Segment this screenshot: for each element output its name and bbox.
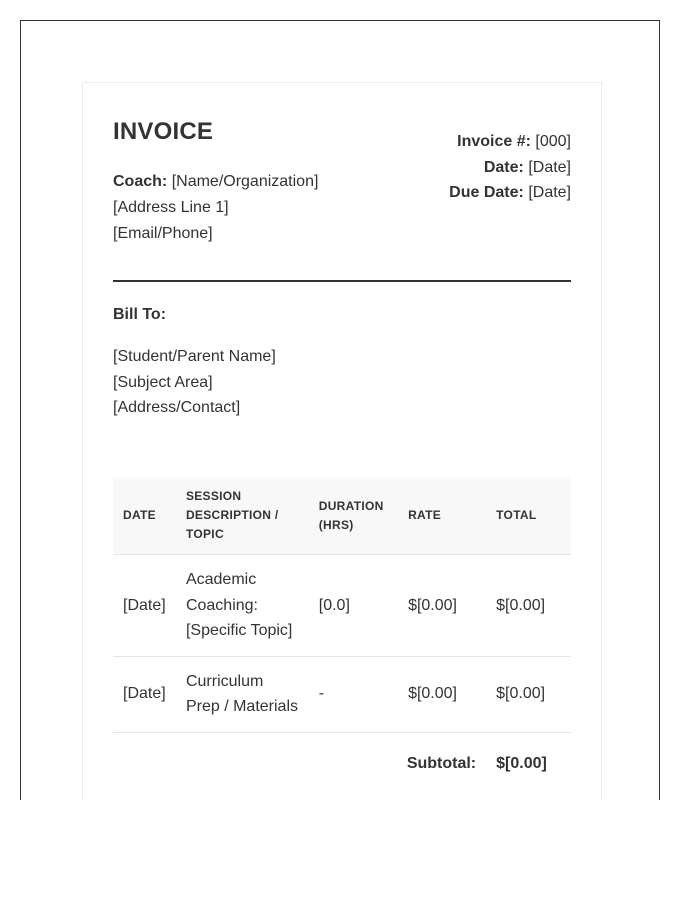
row-date: [Date] bbox=[113, 656, 176, 732]
table-row bbox=[113, 555, 571, 657]
row-date: [Date] bbox=[113, 555, 176, 657]
coach-label: Coach: bbox=[113, 173, 168, 190]
due-date: [Date] bbox=[528, 184, 571, 201]
invoice-date: [Date] bbox=[528, 158, 571, 176]
bill-to-contact: [Address/Contact] bbox=[113, 399, 241, 416]
invoice-number-line bbox=[449, 129, 571, 155]
subtotal-label: Subtotal: bbox=[406, 754, 477, 772]
header-date: DATE bbox=[113, 477, 176, 555]
row-total: $[0.00] bbox=[486, 656, 571, 732]
coach-contact: [Email/Phone] bbox=[113, 225, 213, 242]
bill-to-subject: [Subject Area] bbox=[113, 373, 213, 391]
row-duration: - bbox=[309, 656, 398, 732]
invoice-date-label: Date: bbox=[483, 158, 524, 176]
invoice-title: INVOICE bbox=[113, 118, 214, 145]
document-frame bbox=[20, 20, 660, 800]
invoice-card bbox=[82, 82, 602, 800]
invoice-number: [000] bbox=[535, 133, 571, 150]
invoice-header bbox=[113, 83, 571, 281]
coach-line bbox=[113, 169, 318, 195]
header-rate: RATE bbox=[398, 477, 486, 555]
due-date-label: Due Date: bbox=[449, 184, 524, 201]
table-row bbox=[113, 656, 571, 732]
row-description: Curriculum Prep / Materials bbox=[176, 656, 309, 732]
table-header-row bbox=[113, 477, 571, 555]
line-items-table bbox=[113, 477, 571, 797]
header-divider bbox=[113, 280, 571, 282]
bill-to-name: [Student/Parent Name] bbox=[113, 348, 276, 365]
coach-address: [Address Line 1] bbox=[113, 199, 229, 216]
invoice-number-label: Invoice #: bbox=[457, 133, 531, 150]
invoice-date-line bbox=[449, 155, 571, 181]
bill-to-label: Bill To: bbox=[113, 306, 167, 323]
header-duration: DURATION (HRS) bbox=[309, 477, 398, 555]
bill-to-block bbox=[113, 344, 276, 421]
coach-name: [Name/Organization] bbox=[171, 173, 319, 190]
row-rate: $[0.00] bbox=[398, 555, 486, 657]
invoice-meta bbox=[449, 129, 571, 206]
subtotal-value: $[0.00] bbox=[496, 754, 547, 772]
header-total: TOTAL bbox=[486, 477, 571, 555]
row-rate: $[0.00] bbox=[398, 656, 486, 732]
row-description: Academic Coaching: [Specific Topic] bbox=[176, 555, 309, 657]
row-duration: [0.0] bbox=[309, 555, 398, 657]
invoice-content bbox=[113, 83, 571, 772]
subtotal-row bbox=[113, 732, 571, 797]
header-description: SESSION DESCRIPTION / TOPIC bbox=[176, 477, 309, 555]
row-total: $[0.00] bbox=[486, 555, 571, 657]
coach-block bbox=[113, 169, 318, 247]
due-date-line bbox=[449, 180, 571, 206]
